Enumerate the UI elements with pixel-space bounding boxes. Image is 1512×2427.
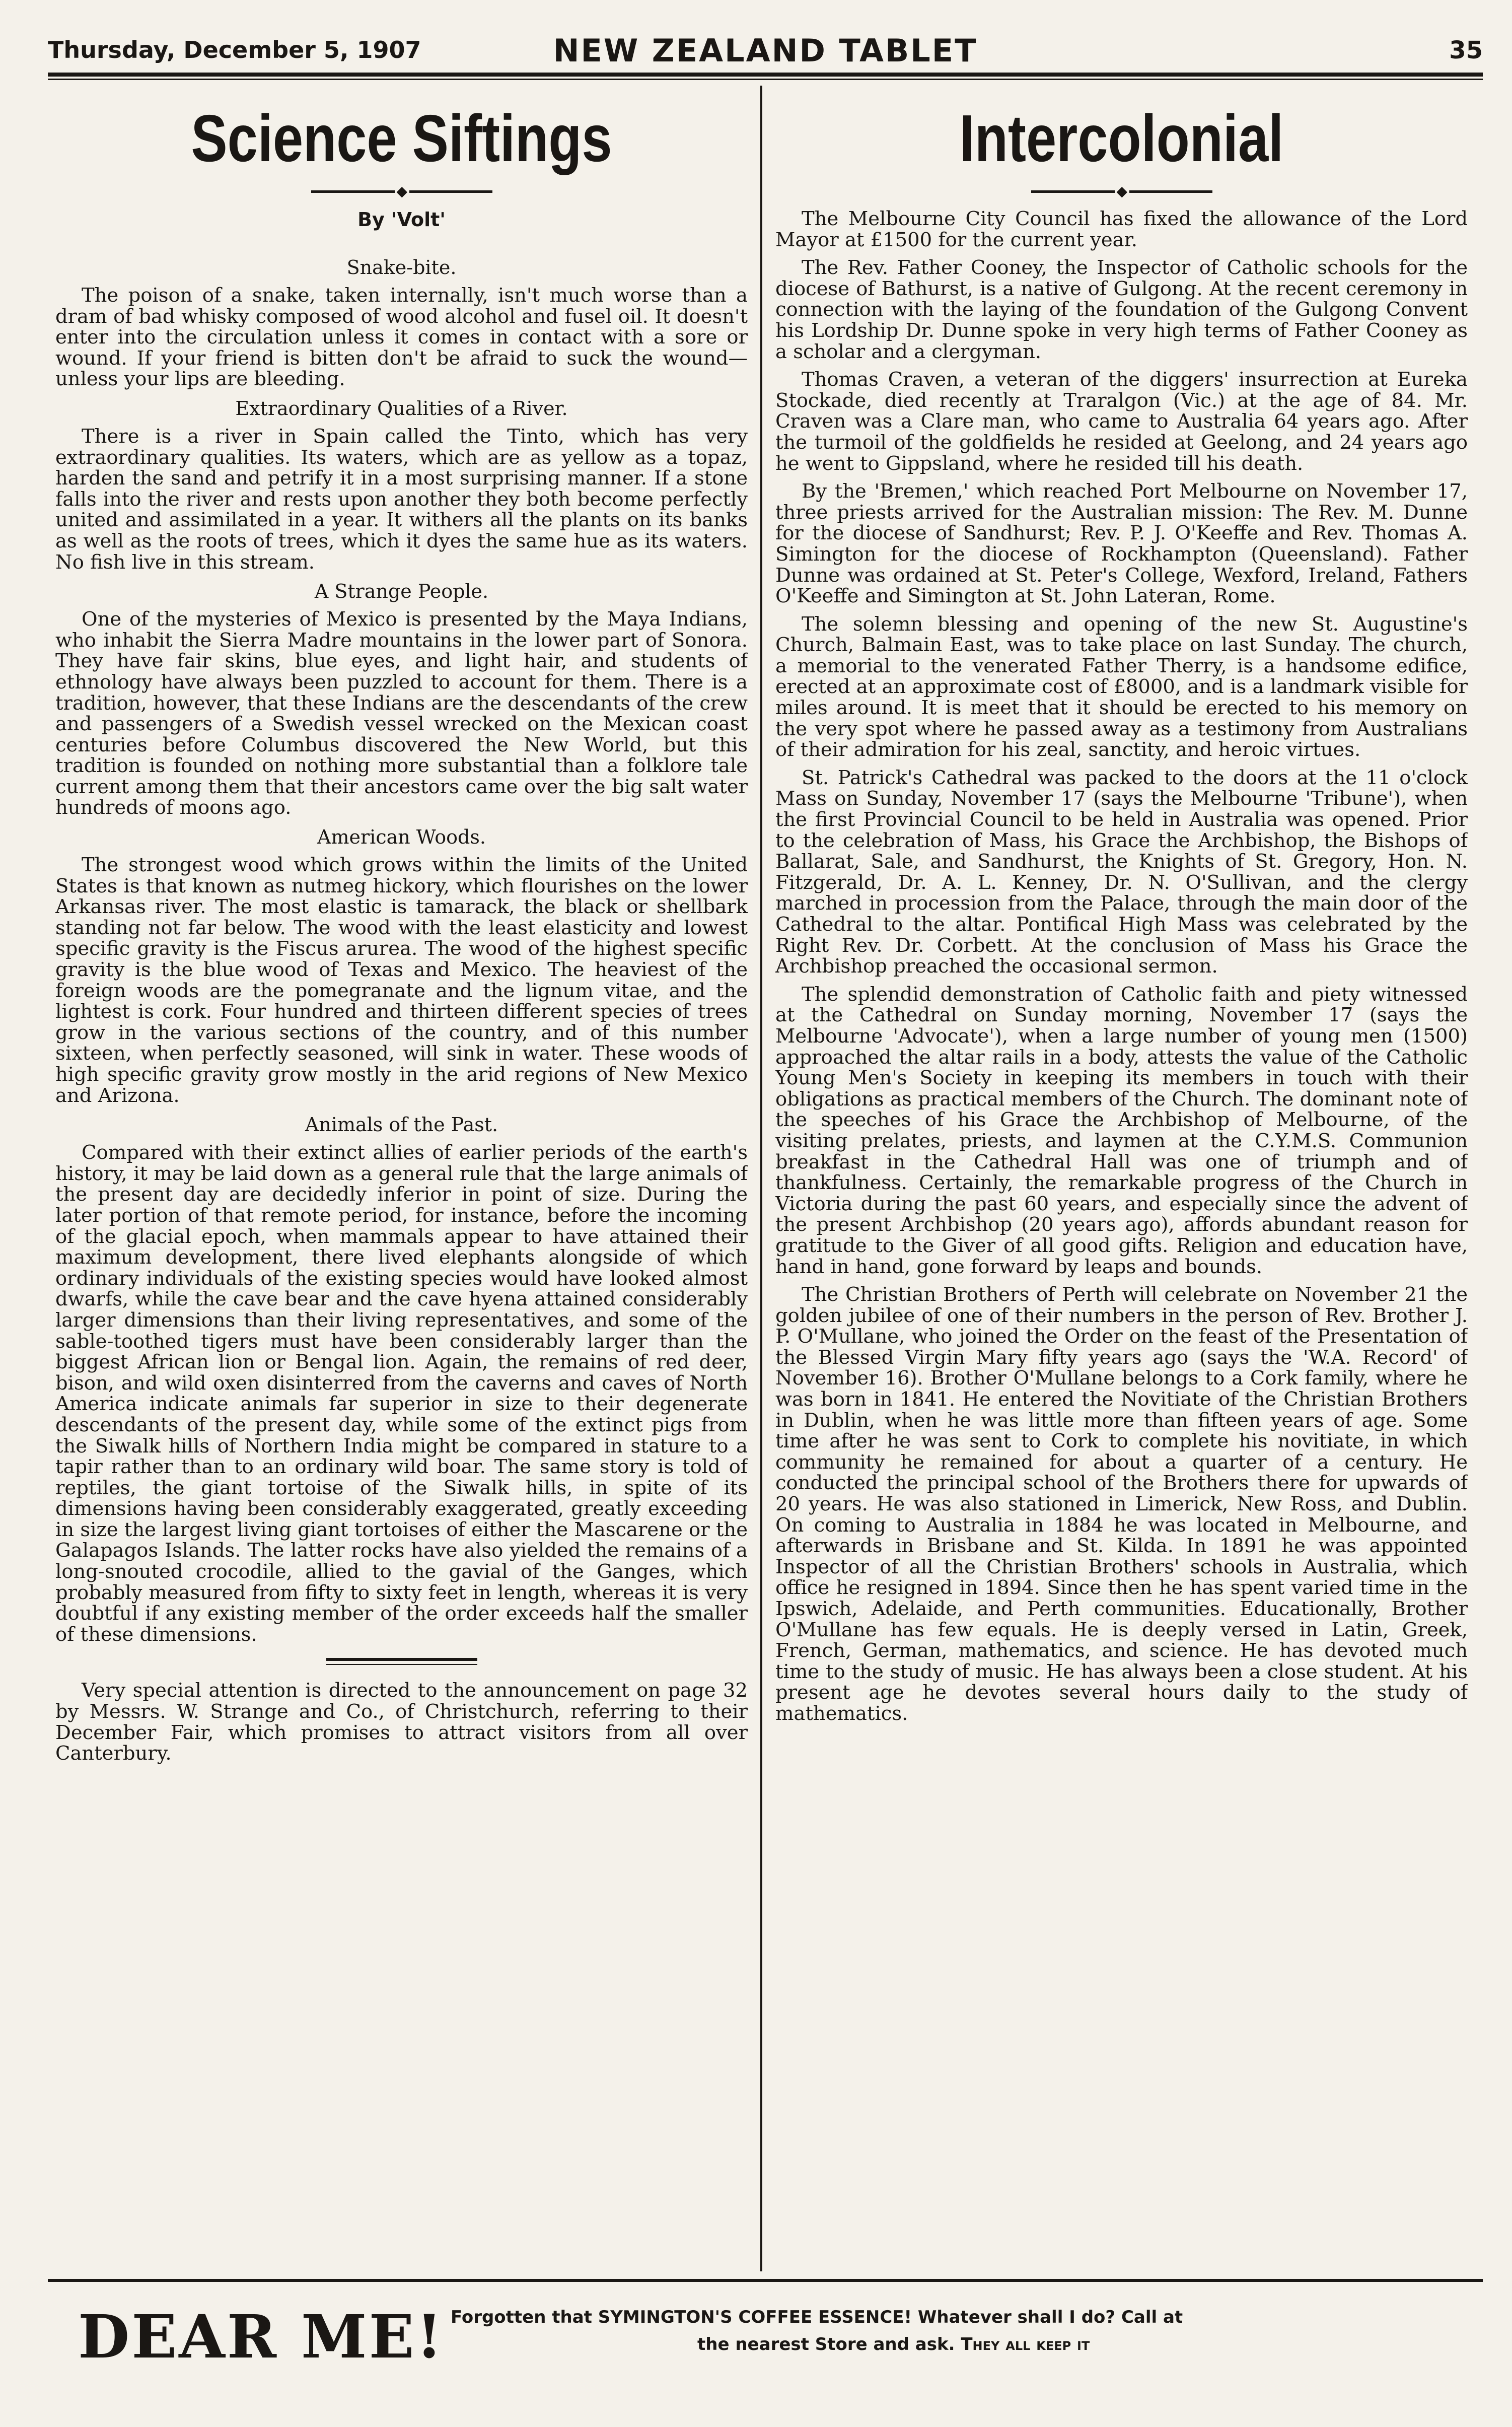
article-paragraph: Compared with their extinct allies of earlier periods of the earth's history, it may be laid down as a general rule that the large animals of the present day are decidedly inferior in point of size. During the later portion of that remote period, for instance, before the incoming of the glacial epoch, when mammals appear to have attained their maximum development, there lived elephants alongside of which ordinary individuals of the existing species would have looked almost dwarfs, while the cave bear and the cave hyena attained considerably larger dimensions than their living representatives, and some of the sable-toothed tigers must have been considerably larger than the biggest African lion or Bengal lion. Again, the remains of red deer, bison, and wild oxen disinterred from the caverns and caves of North America indicate animals far superior in size to their degenerate descendants of the present day, while some of the extinct pigs from the Siwalk hills of Northern India might be compared in stature to a tapir rather than to an ordinary wild boar. The same story is told of reptiles, the giant tortoise of the Siwalk hills, in spite of its dimensions having been considerably exaggerated, greatly exceeding in size the largest living giant tortoises of either the Mascarene or the Galapagos Islands. The latter rocks have also yielded the remains of a long-snouted crocodile, allied to the gavial of the Ganges, which probably measured from fifty to sixty feet in length, whereas it is very doubtful if any existing member of the order exceeds half the smaller of these dimensions. [55,1141,748,1646]
footer-rule [48,2279,1483,2282]
article-heading: American Woods. [317,826,486,849]
news-paragraph: The Rev. Father Cooney, the Inspector of Catholic schools for the diocese of Bathurst, is a native of Gulgong. At the recent ceremony in connection with the laying of the foundation of the Gulgong Convent his Lordship Dr. Dunne spoke in very high terms of Father Cooney as a scholar and a clergyman. [775,256,1468,363]
notice-paragraph: Very special attention is directed to the announcement on page 32 by Messrs. W. Strange and Co., of Christchurch, referring to their December Fair, which promises to attract visitors from all over Canterbury. [55,1679,748,1765]
section-title-intercolonial: Intercolonial [959,101,1284,175]
news-paragraph: The Melbourne City Council has fixed the allowance of the Lord Mayor at £1500 for the current year. [775,207,1468,251]
ad-text-line: Forgotten that SYMINGTON'S COFFEE ESSENCE! Whatever shall I do? Call at [451,2307,1183,2327]
article-heading: Animals of the Past. [305,1114,498,1136]
news-paragraph: The solemn blessing and opening of the new St. Augustine's Church, Balmain East, was to take place on last Sunday. The church, a memorial to the venerated Father Therry, is a handsome edifice, erected at an approximate cost of £8000, and is a landmark visible for miles around. It is meet that it should be erected to his memory on the very spot where he passed away as a testimony from Australians of their admiration for his zeal, sanctity, and heroic virtues. [775,612,1468,761]
masthead-rule [48,79,1483,80]
article-heading: A Strange People. [314,580,489,603]
news-paragraph: By the 'Bremen,' which reached Port Melbourne on November 17, three priests arrived for the Australian mission: The Rev. M. Dunne for the diocese of Sandhurst; Rev. P. J. O'Keeffe and Rev. Thomas A. Simington for the diocese of Rockhampton (Queensland). Father Dunne was ordained at St. Peter's College, Wexford, Ireland, Fathers O'Keeffe and Simington at St. John Lateran, Rome. [775,480,1468,608]
science-siftings-column [55,96,748,2261]
byline: By 'Volt' [357,209,446,231]
news-paragraph: Thomas Craven, a veteran of the diggers' insurrection at Eureka Stockade, died recently at Traralgon (Vic.) at the age of 84. Mr. Craven was a Clare man, who came to Australia 64 years ago. After the turmoil of the goldfields he resided at Geelong, and 24 years ago he went to Gippsland, where he resided till his death. [775,368,1468,475]
article-paragraph: One of the mysteries of Mexico is presented by the Maya Indians, who inhabit the Sierra Madre mountains in the lower part of Sonora. They have fair skins, blue eyes, and light hair, and students of ethnology have always been puzzled to account for them. There is a tradition, however, that these Indians are the descendants of the crew and passengers of a Swedish vessel wrecked on the Mexican coast centuries before Columbus discovered the New World, but this tradition is founded on nothing more substantial than a folklore tale current among them that their ancestors came over the big salt water hundreds of moons ago. [55,608,748,819]
section-title-science: Science Siftings [191,101,612,175]
intercolonial-column [775,96,1468,2261]
double-rule-divider [326,1658,477,1665]
article-heading: Extraordinary Qualities of a River. [235,397,568,420]
article-paragraph: The poison of a snake, taken internally, isn't much worse than a dram of bad whisky composed of wood alcohol and fusel oil. It doesn't enter into the circulation unless it comes in contact with a sore or wound. If your friend is bitten don't be afraid to suck the wound—unless your lips are bleeding. [55,284,748,391]
advertisement [48,2294,1483,2400]
ad-text-part: They all keep it [961,2334,1090,2354]
news-paragraph: The splendid demonstration of Catholic faith and piety witnessed at the Cathedral on Sunday morning, November 17 (says the Melbourne 'Advocate'), when a large number of young men (1500) approached the altar rails in a body, attests the value of the Catholic Young Men's Society in keeping its members in touch with their obligations as practical members of the Church. The dominant note of the speeches of his Grace the Archbishop of Melbourne, of the visiting prelates, priests, and laymen at the C.Y.M.S. Communion breakfast in the Cathedral Hall was one of triumph and of thankfulness. Certainly, the remarkable progress of the Church in Victoria during the past 60 years, and especially since the advent of the present Archbishop (20 years ago), affords abundant reason for gratitude to the Giver of all good gifts. Religion and education have, hand in hand, gone forward by leaps and bounds. [775,983,1468,1278]
column-divider [760,86,762,2271]
diamond-icon: ◆ [395,183,410,199]
article-paragraph: There is a river in Spain called the Tinto, which has very extraordinary qualities. Its waters, which are as yellow as a topaz, harden the sand and petrify it in a most surprising manner. If a stone falls into the river and rests upon another they both become perfectly united and assimilated in a year. It withers all the plants on its banks as well as the roots of trees, which it dyes the same hue as its waters. No fish live in this stream. [55,425,748,574]
article-heading: Snake-bite. [346,256,457,279]
article-paragraph: The strongest wood which grows within the limits of the United States is that known as nutmeg hickory, which flourishes on the lower Arkansas river. The most elastic is tamarack, the black or shellbark standing not far below. The wood with the least elasticity and lowest specific gravity is the Fiscus arurea. The wood of the highest specific gravity is the blue wood of Texas and Mexico. The heaviest of the foreign woods are the pomegranate and the lignum vitae, and the lightest is cork. Four hundred and thirteen different species of trees grow in the various sections of the country, and of this number sixteen, when perfectly seasoned, will sink in water. These woods of high specific gravity grow mostly in the arid regions of New Mexico and Arizona. [55,854,748,1107]
ornament-divider [1031,183,1212,199]
ad-text-line [697,2334,1090,2354]
issue-date: Thursday, December 5, 1907 [48,36,421,63]
ornament-divider [311,183,492,199]
newspaper-title: NEW ZEALAND TABLET [553,32,978,69]
masthead [48,30,1483,77]
ad-text-part: the nearest Store and ask. [697,2334,955,2354]
news-paragraph: The Christian Brothers of Perth will celebrate on November 21 the golden jubilee of one of their numbers in the person of Rev. Brother J. P. O'Mullane, who joined the Order on the feast of the Presentation of the Blessed Virgin Mary fifty years ago (says the 'W.A. Record' of November 16). Brother O'Mullane belongs to a Cork family, where he was born in 1841. He entered the Novitiate of the Christian Brothers in Dublin, when he was little more than fifteen years of age. Some time after he was sent to Cork to complete his novitiate, in which community he remained for about a quarter of a century. He conducted the principal school of the Brothers there for upwards of 20 years. He was also stationed in Limerick, New Ross, and Dublin. On coming to Australia in 1884 he was located in Melbourne, and afterwards in Brisbane and St. Kilda. In 1891 he was appointed Inspector of all the Christian Brothers' schools in Australia, which office he resigned in 1894. Since then he has spent varied time in the Ipswich, Adelaide, and Perth communities. Educationally, Brother O'Mullane has few equals. He is deeply versed in Latin, Greek, French, German, mathematics, and science. He has devoted much time to the study of music. He has always been a close student. At his present age he devotes several hours daily to the study of mathematics. [775,1283,1468,1725]
page-number: 35 [1449,36,1483,64]
news-paragraph: St. Patrick's Cathedral was packed to the doors at the 11 o'clock Mass on Sunday, November 17 (says the Melbourne 'Tribune'), when the first Provincial Council to be held in Australia was opened. Prior to the celebration of Mass, his Grace the Archbishop, the Bishops of Ballarat, Sale, and Sandhurst, the Knights of St. Gregory, Hon. N. Fitzgerald, Dr. A. L. Kenney, Dr. N. O'Sullivan, and the clergy marched in procession from the Palace, through the main door of the Cathedral to the altar. Pontifical High Mass was celebrated by the Right Rev. Dr. Corbett. At the conclusion of Mass his Grace the Archbishop preached the occasional sermon. [775,766,1468,978]
ad-headline: DEAR ME! [78,2302,445,2372]
diamond-icon: ◆ [1115,183,1130,199]
